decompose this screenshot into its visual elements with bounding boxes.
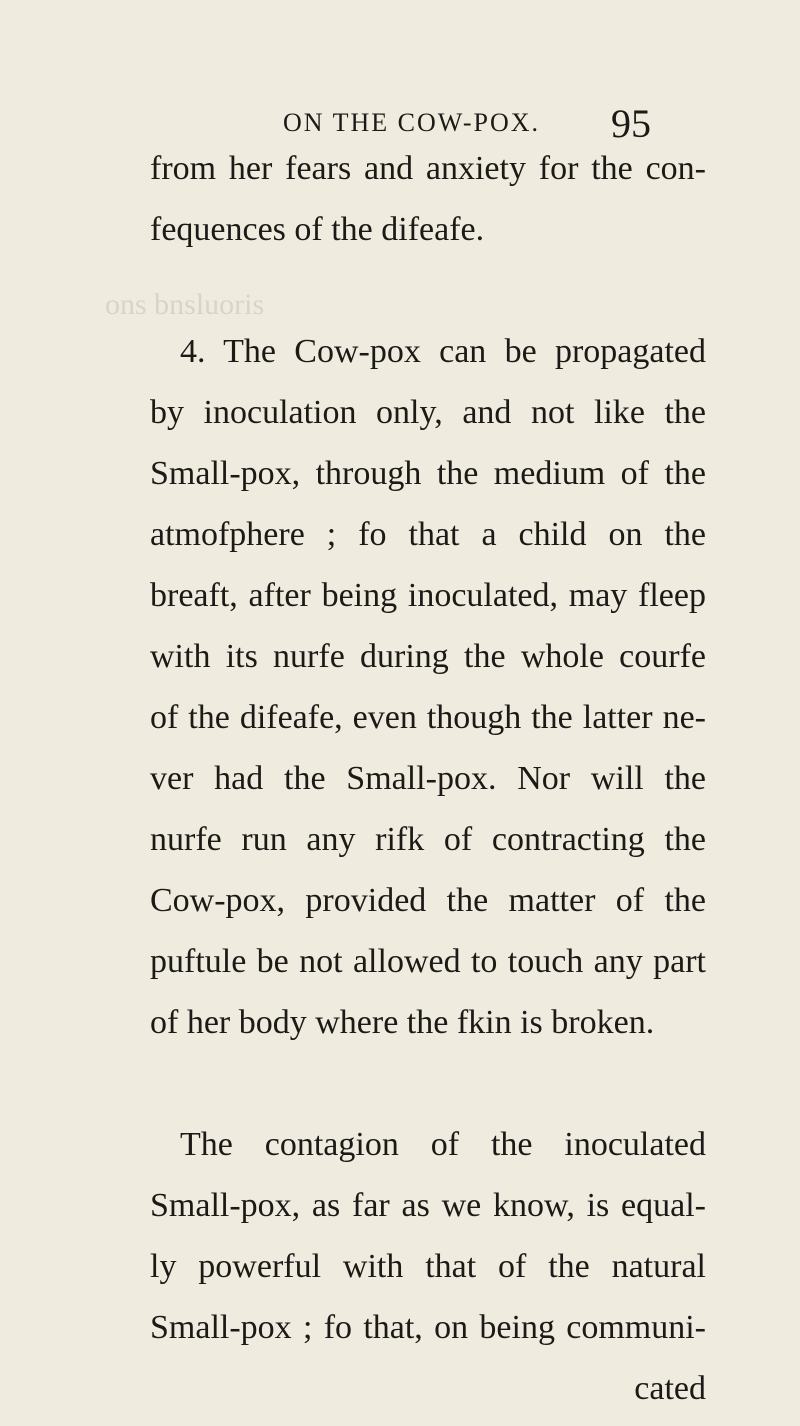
text-line: breaft, after being inoculated, may fleep: [150, 577, 706, 614]
text-line: Small-pox, through the medium of the: [150, 455, 706, 492]
page-header: [0, 86, 800, 146]
text-line: from her fears and anxiety for the con-: [150, 150, 706, 187]
text-line: atmofphere ; fo that a child on the: [150, 516, 706, 553]
running-head: ON THE COW-POX.: [283, 108, 541, 137]
text-line: Small-pox, as far as we know, is equal-: [150, 1187, 706, 1224]
text-line: by inoculation only, and not like the: [150, 394, 706, 431]
text-line: ver had the Small-pox. Nor will the: [150, 760, 706, 797]
text-line: puftule be not allowed to touch any part: [150, 943, 706, 980]
text-line: of her body where the fkin is broken.: [150, 1004, 655, 1041]
catchword: cated: [634, 1370, 706, 1407]
paragraph-gap: [150, 1053, 706, 1114]
text-line: Small-pox ; fo that, on being communi-: [150, 1309, 706, 1346]
text-line: of the difeafe, even though the latter ne-: [150, 699, 706, 736]
text-line: nurfe run any rifk of contracting the: [150, 821, 706, 858]
text-line: The contagion of the inoculated: [180, 1126, 706, 1163]
text-line: ly powerful with that of the natural: [150, 1248, 706, 1285]
text-line: Cow-pox, provided the matter of the: [150, 882, 706, 919]
text-line: 4. The Cow-pox can be propagated: [180, 333, 706, 370]
bleed-through-text: ons bnsluoris: [105, 288, 265, 321]
text-line: fequences of the difeafe.: [150, 211, 485, 248]
text-line: with its nurfe during the whole courfe: [150, 638, 706, 675]
paragraph-gap: [150, 260, 706, 321]
body-text: [150, 138, 706, 1419]
page-number: 95: [611, 101, 651, 146]
